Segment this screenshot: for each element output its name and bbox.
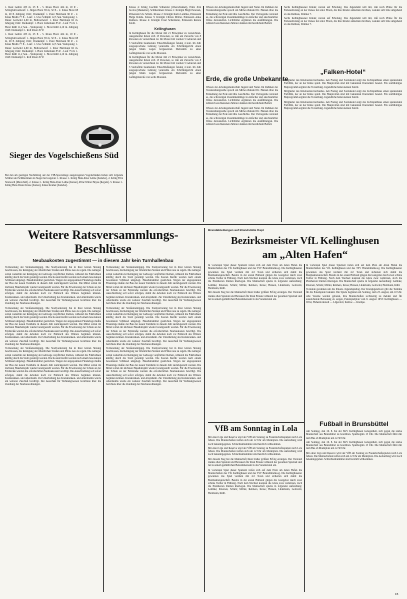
main-text-2: Vorbereitung der Straßenreinigung. Die Stadtvertretung hat in ihrer letzten Sitzung beschlossen, die Reinigung der öffentlichen Straßen und Plätze neu zu regeln. Die Anlieger sollen weiterhin zur Reinigung der Gehwege verpflichtet bleiben, während die Fahrbahnen künftig durch die Stadt gereinigt werden. Die Kosten hierfür werden nach einem besonderen Schlüssel umgelegt. Haushaltsmittel gestrichen. Wegen der angespannten Finanzlage mußte der Bau der neuen Turnhalle in diesem Jahr zurückgestellt werden. Die Mittel sollen im nächsten Haushaltsjahr wieder bereitgestellt werden. Für die Erweiterung der Schule an der Feldstraße wurden die erforderlichen Neubaukosten bewilligt. Die Ausschreibung soll sofort erfolgen, damit die Arbeiten noch vor Einbruch des Winters beginnen können. Kreiskranken- und Altersheim. Zur Unterhaltung des Kreiskranken- und Altersheims wurde ein weiterer Zuschuß bewilligt. Der Ausschuß für Wohnungswesen berichtete über die Zuteilung der Neubauwohnungen.	[106, 266, 201, 306]
vfb-text: Mit einer Liga und Reserve wird der VfB am Sonntag zu Freundschaftsspielen nach Lola fahren. Die Mannschaften treffen sich um 12 Uhr am Marktplatz. Die Aufstellung wird noch bekanntgegeben. Schlachtenbummler sind herzlich willkommen.	[208, 436, 302, 446]
col3-text	[206, 86, 278, 221]
mid-subhead: Kellinghusen	[154, 26, 176, 31]
main-headline: Weitere Ratsversammlungs-Beschlüsse	[27, 228, 179, 256]
main-text-1: Vorbereitung der Straßenreinigung. Die Stadtvertretung hat in ihrer letzten Sitzung beschlossen, die Reinigung der öffentlichen Straßen und Plätze neu zu regeln. Die Anlieger sollen weiterhin zur Reinigung der Gehwege verpflichtet bleiben, während die Fahrbahnen künftig durch die Stadt gereinigt werden. Die Kosten hierfür werden nach einem besonderen Schlüssel umgelegt. Haushaltsmittel gestrichen. Wegen der angespannten Finanzlage mußte der Bau der neuen Turnhalle in diesem Jahr zurückgestellt werden. Die Mittel sollen im nächsten Haushaltsjahr wieder bereitgestellt werden. Für die Erweiterung der Schule an der Feldstraße wurden die erforderlichen Neubaukosten bewilligt. Die Ausschreibung soll sofort erfolgen, damit die Arbeiten noch vor Einbruch des Winters beginnen können. Kreiskranken- und Altersheim. Zur Unterhaltung des Kreiskranken- und Altersheims wurde ein weiterer Zuschuß bewilligt. Der Ausschuß für Wohnungswesen berichtete über die Zuteilung der Neubauwohnungen.	[5, 266, 101, 306]
mid-text-b: In Kellinghusen für die Monat Juli 21 Einwohner zu verzeichnen. Ausgemeldet haben sich 13 Personen, so daß ein Zuwachs von 8 Personen zu verzeichnen ist. Im Monat Juli wurden 5 Geburten und 3 Sterbefälle beurkundet. Eheschließungen fanden 4 statt. Im Jahr ausgesprochene Lehrung verurteilte ein Schöffengericht einen jungen Mann wegen fortgesetzten Diebstahls zu einer Gefängnisstrafe von sechs Monaten.	[129, 31, 201, 55]
col4-text	[284, 79, 402, 221]
col3-top-text: Wissen der Arbeitsgemeinschaft Jugend und Natur. Im Rahmen der Veranstaltungsreihe sprach am Mittwochabend Dr. Hansen über die Entstehung der Erde und ihre Geschichte. Der Vortragende verstand es, die schwierigen Zusammenhänge in einfacher und anschaulicher Weise darzustellen. Lichtbilder ergänzten die Ausführungen. Die zahlreich erschienenen Zuhörer dankten mit herzlichem Beifall.	[206, 6, 278, 26]
section-divider	[5, 224, 402, 225]
divider	[126, 6, 127, 222]
col5-text2: Am Sonntag, den 16. 8. hat der SKV Kellinghusen Gelegenheit, sich gegen die starke Mannschaft aus Brunsbüttel zu bewähren. Spielbeginn 15 Uhr. Die Mannschaft fährt mit dem Bus ab Marktplatz um 12.30 Uhr.	[306, 430, 402, 440]
divider	[103, 266, 104, 592]
right-text-a: Sechs Kellinghusener Kinder warten auf Erholung. Das Jugendamt teilt mit, daß noch Plätze für die Ferienerholung an der Ostsee frei sind. Eltern, die ihre Kinder anmelden möchten, wenden sich bitte umgehend an das Rathaus, Zimmer 7.	[284, 6, 402, 16]
page-number: 15	[395, 592, 399, 596]
divider	[204, 228, 205, 592]
col4-top	[284, 6, 402, 68]
main-text-1b: Vorbereitung der Straßenreinigung. Die Stadtvertretung hat in ihrer letzten Sitzung beschlossen, die Reinigung der öffentlichen Straßen und Plätze neu zu regeln. Die Anlieger sollen weiterhin zur Reinigung der Gehwege verpflichtet bleiben, während die Fahrbahnen künftig durch die Stadt gereinigt werden. Die Kosten hierfür werden nach einem besonderen Schlüssel umgelegt. Haushaltsmittel gestrichen. Wegen der angespannten Finanzlage mußte der Bau der neuen Turnhalle in diesem Jahr zurückgestellt werden. Die Mittel sollen im nächsten Haushaltsjahr wieder bereitgestellt werden. Für die Erweiterung der Schule an der Feldstraße wurden die erforderlichen Neubaukosten bewilligt. Die Ausschreibung soll sofort erfolgen, damit die Arbeiten noch vor Einbruch des Winters beginnen können. Kreiskranken- und Altersheim. Zur Unterhaltung des Kreiskranken- und Altersheims wurde ein weiterer Zuschuß bewilligt. Der Ausschuß für Wohnungswesen berichtete über die Zuteilung der Neubauwohnungen.	[5, 306, 101, 346]
section-tag: Brandabteilungen auf Brandstätte Kapt	[208, 228, 264, 232]
results-text2-paragraph: Bei den am gestrigen Nachmittag auf der VfB-Sportanlage ausgetragenen Vogelschießen haben sich folgende Schüler und Schülerinnen als Sieger hervorgetan: 1. Klasse: 1. König Hans-Peter Lehne (Kanzler), 2. König Fritz Stranosch (Marschall). 2. Klasse: 1. König Hans-Peter Lehne (Kaiser), Prinz Walter Heyse (Regent). 3. Klasse: 1. König Hans Dieter Kruse (Kaiser), Klaus Kramer (Kanzler).	[5, 174, 123, 187]
sport-col-1	[208, 264, 302, 420]
sport-col-2	[306, 264, 402, 420]
col5-col	[306, 430, 402, 592]
tennis-text: Wissen der Arbeitsgemeinschaft Jugend und Natur. Im Rahmen der Veranstaltungsreihe sprach am Mittwochabend Dr. Hansen über die Entstehung der Erde und ihre Geschichte. Der Vortragende verstand es, die schwierigen Zusammenhänge in einfacher und anschaulicher Weise darzustellen. Lichtbilder ergänzten die Ausführungen. Die zahlreich erschienenen Zuhörer dankten mit herzlichem Beifall.	[206, 86, 278, 106]
sport-text-1b: Mit diesem Sieg hat die Mannschaft ihren bisher größten Erfolg errungen. Der Vorstand dankte allen Spielern und Betreuern für ihren Einsatz während der gesamten Spielzeit und lud zu einem gemütlichen Beisammensein in das Vereinslokal ein.	[208, 291, 302, 301]
main-subhead: Neubaukosten zugestimmt — in diesem Jahr kein Turnhallenbau	[32, 258, 174, 263]
divider	[208, 422, 304, 423]
results-paragraph: 1. Reut Gehrtz 435 m, 23 P. - 5. Klaus Horst 424 m, 19 P. - Schlagballweitwurf: 1. Jürgen Horst 83 m, 32 P. - 2. Klaus Horst 68 m, 29 P. Jahrgang 1941: Dreikampf: 1. Peter Hartmann 90 P. - 2. Klaus Bruhn 77 P. - Lauf: 1. Uwe Schmidt 12,5 Sek. Weitsprung: 1. Dieter Gottwald 4,60 m. Ballweitwurf: 1. Peter Hartmann 62 m. Jahrgang 1942: Dreikampf: 1. Horst Lüdemann 85 P. - Lauf 75 m: 1. Horst Kühl 11,2 Sek. - Weitsprung: 1. Horst Kühl 4,10 m. Jahrgang 1943: Dreikampf: 1. Rolf Peters 67 P.	[5, 6, 78, 33]
vfb-text-d: In vorletzten Spiel dieser Spielzeit trafen sich auf dem Platz am Alten Hafen die Mannschaften des VfL Kellinghusen und des TSV Brunsbüttelkoog. Die Kellinghusener gewannen das Spiel verdient mit 4:2 Toren und sicherten sich damit die Bezirksmeisterschaft. Bereits in der ersten Halbzeit gingen die Gastgeber durch zwei schöne Treffer in Führung. Nach dem Wechsel konnten die Gäste zwar verkürzen, doch die Platzherren blieben überlegen. Die Mannschaft spielte in folgender Aufstellung: Lembke; Petersen, Schulz; Möller, Reimers, Kruse; Hansen, Lüdemann, Gottwald, Hartmann, Kühl.	[208, 468, 302, 495]
main-text-1c: Vorbereitung der Straßenreinigung. Die Stadtvertretung hat in ihrer letzten Sitzung beschlossen, die Reinigung der öffentlichen Straßen und Plätze neu zu regeln. Die Anlieger sollen weiterhin zur Reinigung der Gehwege verpflichtet bleiben, während die Fahrbahnen künftig durch die Stadt gereinigt werden. Die Kosten hierfür werden nach einem besonderen Schlüssel umgelegt. Haushaltsmittel gestrichen. Wegen der angespannten Finanzlage mußte der Bau der neuen Turnhalle in diesem Jahr zurückgestellt werden. Die Mittel sollen im nächsten Haushaltsjahr wieder bereitgestellt werden. Für die Erweiterung der Schule an der Feldstraße wurden die erforderlichen Neubaukosten bewilligt. Die Ausschreibung soll sofort erfolgen, damit die Arbeiten noch vor Einbruch des Winters beginnen können. Kreiskranken- und Altersheim. Zur Unterhaltung des Kreiskranken- und Altersheims wurde ein weiterer Zuschuß bewilligt. Der Ausschuß für Wohnungswesen berichtete über die Zuteilung der Neubauwohnungen.	[5, 347, 101, 387]
tennis-text-cont: Wissen der Arbeitsgemeinschaft Jugend und Natur. Im Rahmen der Veranstaltungsreihe sprach am Mittwochabend Dr. Hansen über die Entstehung der Erde und ihre Geschichte. Der Vortragende verstand es, die schwierigen Zusammenhänge in einfacher und anschaulicher Weise darzustellen. Lichtbilder ergänzten die Ausführungen. Die zahlreich erschienenen Zuhörer dankten mit herzlichem Beifall.	[206, 106, 278, 127]
right-text-a-cont: Sechs Kellinghusener Kinder warten auf Erholung. Das Jugendamt teilt mit, daß noch Plätze für die Ferienerholung an der Ostsee frei sind. Eltern, die ihre Kinder anmelden möchten, wenden sich bitte umgehend an das Rathaus, Zimmer 7.	[284, 16, 402, 27]
right-text-b-cont2: Mitglieder des Kinobesitzerverbandes. Am Freitag und Sonnabend zeigt das Lichtspielhaus einen spannenden Farbfilm, der an der Küste spielt. Die Hauptrollen sind mit bekannten Darstellern besetzt. Ein reichhaltiges Beiprogramm ergänzt die Vorstellung. Jugendliche haben keinen Zutritt.	[284, 100, 402, 111]
results-paragraph-cont: 1. Reut Gehrtz 435 m, 23 P. - 5. Klaus Horst 424 m, 19 P. - Schlagballweitwurf: 1. Jürgen Horst 83 m, 32 P. - 2. Klaus Horst 68 m, 29 P. Jahrgang 1941: Dreikampf: 1. Peter Hartmann 90 P. - 2. Klaus Bruhn 77 P. - Lauf: 1. Uwe Schmidt 12,5 Sek. Weitsprung: 1. Dieter Gottwald 4,60 m. Ballweitwurf: 1. Peter Hartmann 62 m. Jahrgang 1942: Dreikampf: 1. Horst Lüdemann 85 P. - Lauf 75 m: 1. Horst Kühl 11,2 Sek. - Weitsprung: 1. Horst Kühl 4,10 m. Jahrgang 1943: Dreikampf: 1. Rolf Peters 67 P.	[5, 33, 78, 60]
sport-text-1: In vorletzten Spiel dieser Spielzeit trafen sich auf dem Platz am Alten Hafen die Mannschaften des VfL Kellinghusen und des TSV Brunsbüttelkoog. Die Kellinghusener gewannen das Spiel verdient mit 4:2 Toren und sicherten sich damit die Bezirksmeisterschaft. Bereits in der ersten Halbzeit gingen die Gastgeber durch zwei schöne Treffer in Führung. Nach dem Wechsel konnten die Gäste zwar verkürzen, doch die Platzherren blieben überlegen. Die Mannschaft spielte in folgender Aufstellung: Lembke; Petersen, Schulz; Möller, Reimers, Kruse; Hansen, Lüdemann, Gottwald, Hartmann, Kühl.	[208, 264, 302, 291]
divider	[304, 264, 305, 592]
divider	[281, 6, 282, 222]
vfb-headline: VfB am Sonntag in Lola	[214, 424, 298, 433]
col5-text2b: Am Sonntag, den 16. 8. hat der SKV Kellinghusen Gelegenheit, sich gegen die starke Mannschaft aus Brunsbüttel zu bewähren. Spielbeginn 15 Uhr. Die Mannschaft fährt mit dem Bus ab Marktplatz um 12.30 Uhr.	[306, 440, 402, 451]
col5-text: Vorrunde gewinnen um die Pokale. Jugendspieltag. Der Kreisjugendwart gibt die Termine für die Pokalspiele bekannt. Die Spiele beginnen am Sonntag, dem 23. August, um 10 Uhr. Alle Vereine werden gebeten, ihre Mannschaften rechtzeitig zu melden und für ausreichende Betreuung zu sorgen. Pokalspielplan vom 9. August 1953: Kellinghusen — Wrist, Hohenlockstedt — Lägerdorf, Itzehoe — Krempe.	[306, 288, 402, 305]
col5-text2c: Mit einer Liga und Reserve wird der VfB am Sonntag zu Freundschaftsspielen nach Lola fahren. Die Mannschaften treffen sich um 12 Uhr am Marktplatz. Die Aufstellung wird noch bekanntgegeben. Schlachtenbummler sind herzlich willkommen.	[306, 451, 402, 462]
main-col-2	[106, 266, 201, 591]
vfb-text-b: Mit einer Liga und Reserve wird der VfB am Sonntag zu Freundschaftsspielen nach Lola fahren. Die Mannschaften treffen sich um 12 Uhr am Marktplatz. Die Aufstellung wird noch bekanntgegeben. Schlachtenbummler sind herzlich willkommen.	[208, 446, 302, 457]
mid-text-a: Klasse 4: König Joachim Schneider (Oberschenkel), Prinz Jörn Jacobs (Musketier). Schülerinnen: Klasse 1: Königin Birgit Petersen, Prinzessin Ute Schulz. Klasse 2: Königin Karin Lembke, Prinzessin Helga Rohde. Klasse 3: Königin Christa Möller, Prinzessin Anke Reimers. Klasse 4: Königin Ursel Scharmann, Prinzessin Renate Kloth.	[129, 6, 201, 26]
results-column	[5, 6, 78, 138]
vfb-text-c: Mit diesem Sieg hat die Mannschaft ihren bisher größten Erfolg errungen. Der Vorstand dankte allen Spielern und Betreuern für ihren Einsatz während der gesamten Spielzeit und lud zu einem gemütlichen Beisammensein in das Vereinslokal ein.	[208, 457, 302, 468]
sport-headline-2: am „Alten Hafen“	[262, 249, 348, 261]
mid-text-b-cont: In Kellinghusen für die Monat Juli 21 Einwohner zu verzeichnen. Ausgemeldet haben sich 13 Personen, so daß ein Zuwachs von 8 Personen zu verzeichnen ist. Im Monat Juli wurden 5 Geburten und 3 Sterbefälle beurkundet. Eheschließungen fanden 4 statt. Im Jahr ausgesprochene Lehrung verurteilte ein Schöffengericht einen jungen Mann wegen fortgesetzten Diebstahls zu einer Gefängnisstrafe von sechs Monaten.	[129, 55, 201, 79]
main-text-2c: Vorbereitung der Straßenreinigung. Die Stadtvertretung hat in ihrer letzten Sitzung beschlossen, die Reinigung der öffentlichen Straßen und Plätze neu zu regeln. Die Anlieger sollen weiterhin zur Reinigung der Gehwege verpflichtet bleiben, während die Fahrbahnen künftig durch die Stadt gereinigt werden. Die Kosten hierfür werden nach einem besonderen Schlüssel umgelegt. Haushaltsmittel gestrichen. Wegen der angespannten Finanzlage mußte der Bau der neuen Turnhalle in diesem Jahr zurückgestellt werden. Die Mittel sollen im nächsten Haushaltsjahr wieder bereitgestellt werden. Für die Erweiterung der Schule an der Feldstraße wurden die erforderlichen Neubaukosten bewilligt. Die Ausschreibung soll sofort erfolgen, damit die Arbeiten noch vor Einbruch des Winters beginnen können. Kreiskranken- und Altersheim. Zur Unterhaltung des Kreiskranken- und Altersheims wurde ein weiterer Zuschuß bewilligt. Der Ausschuß für Wohnungswesen berichtete über die Zuteilung der Neubauwohnungen.	[106, 347, 201, 387]
results-text2	[5, 174, 123, 226]
right-head: „Falken-Hotel“	[320, 69, 366, 76]
divider	[203, 6, 204, 222]
sport-headline: Bezirksmeister VfL Kellinghusen	[230, 236, 380, 247]
tennis-head: Erde, die große Unbekannte	[206, 76, 289, 83]
sport-text-2: In vorletzten Spiel dieser Spielzeit trafen sich auf dem Platz am Alten Hafen die Mannschaften des VfL Kellinghusen und des TSV Brunsbüttelkoog. Die Kellinghusener gewannen das Spiel verdient mit 4:2 Toren und sicherten sich damit die Bezirksmeisterschaft. Bereits in der ersten Halbzeit gingen die Gastgeber durch zwei schöne Treffer in Führung. Nach dem Wechsel konnten die Gäste zwar verkürzen, doch die Platzherren blieben überlegen. Die Mannschaft spielte in folgender Aufstellung: Lembke; Petersen, Schulz; Möller, Reimers, Kruse; Hansen, Lüdemann, Gottwald, Hartmann, Kühl.	[306, 264, 402, 287]
main-col-1	[5, 266, 101, 591]
vfb-col	[208, 436, 302, 592]
col5-headline: Fußball in Brunsbüttel	[319, 421, 389, 428]
col3-top	[206, 6, 278, 76]
right-text-b: Mitglieder des Kinobesitzerverbandes. Am Freitag und Sonnabend zeigt das Lichtspielhaus einen spannenden Farbfilm, der an der Küste spielt. Die Hauptrollen sind mit bekannten Darstellern besetzt. Ein reichhaltiges Beiprogramm ergänzt die Vorstellung. Jugendliche haben keinen Zutritt.	[284, 79, 402, 89]
results-head: Sieger des Vogelschießens Süd	[9, 150, 119, 160]
sport-logo-image	[80, 124, 120, 150]
main-text-2b: Vorbereitung der Straßenreinigung. Die Stadtvertretung hat in ihrer letzten Sitzung beschlossen, die Reinigung der öffentlichen Straßen und Plätze neu zu regeln. Die Anlieger sollen weiterhin zur Reinigung der Gehwege verpflichtet bleiben, während die Fahrbahnen künftig durch die Stadt gereinigt werden. Die Kosten hierfür werden nach einem besonderen Schlüssel umgelegt. Haushaltsmittel gestrichen. Wegen der angespannten Finanzlage mußte der Bau der neuen Turnhalle in diesem Jahr zurückgestellt werden. Die Mittel sollen im nächsten Haushaltsjahr wieder bereitgestellt werden. Für die Erweiterung der Schule an der Feldstraße wurden die erforderlichen Neubaukosten bewilligt. Die Ausschreibung soll sofort erfolgen, damit die Arbeiten noch vor Einbruch des Winters beginnen können. Kreiskranken- und Altersheim. Zur Unterhaltung des Kreiskranken- und Altersheims wurde ein weiterer Zuschuß bewilligt. Der Ausschuß für Wohnungswesen berichtete über die Zuteilung der Neubauwohnungen.	[106, 306, 201, 346]
right-text-b-cont: Mitglieder des Kinobesitzerverbandes. Am Freitag und Sonnabend zeigt das Lichtspielhaus einen spannenden Farbfilm, der an der Küste spielt. Die Hauptrollen sind mit bekannten Darstellern besetzt. Ein reichhaltiges Beiprogramm ergänzt die Vorstellung. Jugendliche haben keinen Zutritt.	[284, 89, 402, 100]
mid-column-a	[129, 6, 201, 221]
